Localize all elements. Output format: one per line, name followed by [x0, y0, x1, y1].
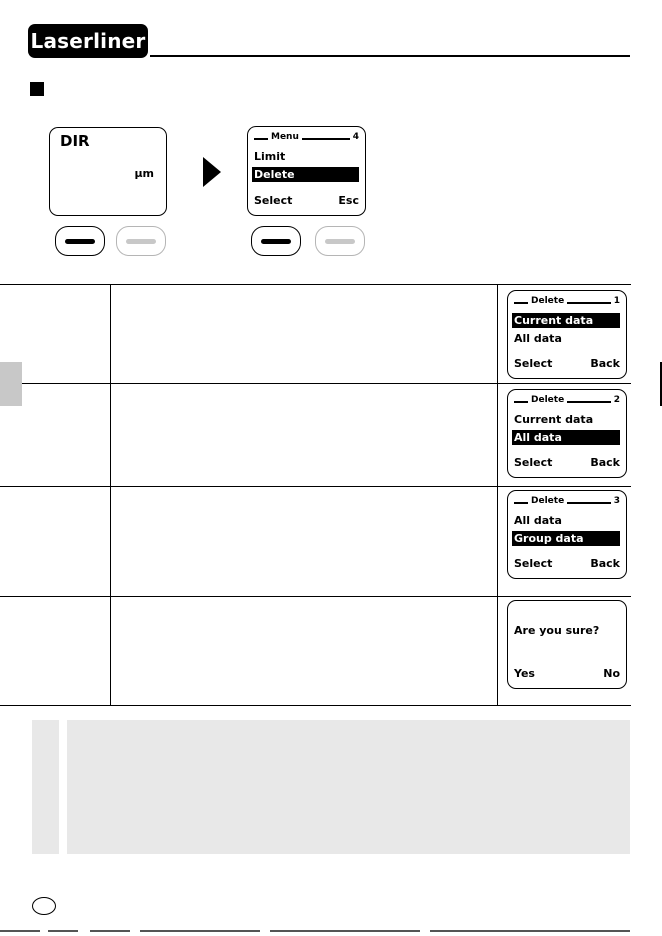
soft-key-label-no: No: [603, 667, 620, 680]
soft-key-label-left: Select: [514, 357, 553, 370]
menu-item-current-data[interactable]: Current data: [514, 413, 594, 426]
key-bar-icon: [261, 239, 291, 244]
device-display-confirm: [507, 600, 627, 689]
screen-header-index: 2: [611, 395, 620, 406]
soft-key-label-right: Back: [590, 557, 620, 570]
language-flag-icon: [32, 897, 56, 915]
section-marker: [30, 82, 44, 96]
menu-item-current-data[interactable]: Current data: [512, 313, 620, 328]
menu-item-all-data[interactable]: All data: [512, 430, 620, 445]
menu-item-delete[interactable]: Delete: [252, 167, 359, 182]
device-display-step-3: [507, 490, 627, 579]
menu-item-limit[interactable]: Limit: [254, 150, 286, 163]
note-box: [32, 720, 630, 854]
chapter-tab: [0, 362, 22, 406]
menu-item-all-data[interactable]: All data: [514, 332, 562, 345]
soft-key-label-right: Esc: [338, 194, 359, 207]
screen-header-title: Delete: [528, 496, 567, 507]
table-column-divider: [497, 284, 498, 706]
menu-header-index: 4: [350, 132, 359, 143]
footer-rule: [0, 930, 662, 936]
screen-header-index: 1: [611, 296, 620, 307]
key-bar-icon: [325, 239, 355, 244]
screen-header-index: 3: [611, 496, 620, 507]
soft-key-label-left: Select: [514, 557, 553, 570]
key-bar-icon: [126, 239, 156, 244]
table-bottom-rule: [0, 705, 631, 706]
brand-logo: Laserliner: [28, 24, 148, 58]
confirm-prompt: Are you sure?: [514, 624, 600, 637]
display-unit-label: µm: [134, 167, 154, 180]
left-soft-key[interactable]: [251, 226, 301, 256]
device-display-step-1: [507, 290, 627, 379]
device-display-measure: [49, 127, 167, 216]
soft-key-label-left: Select: [254, 194, 293, 207]
note-divider: [59, 720, 67, 854]
key-bar-icon: [65, 239, 95, 244]
header-rule: [150, 55, 630, 57]
device-display-step-2: [507, 389, 627, 478]
right-soft-key[interactable]: [116, 226, 166, 256]
table-column-divider: [110, 284, 111, 706]
menu-header: [254, 133, 359, 143]
soft-key-label-yes: Yes: [514, 667, 535, 680]
right-soft-key[interactable]: [315, 226, 365, 256]
device-display-menu: [247, 126, 366, 216]
screen-header-title: Delete: [528, 395, 567, 406]
soft-key-label-right: Back: [590, 456, 620, 469]
menu-header-title: Menu: [268, 132, 302, 143]
menu-item-group-data[interactable]: Group data: [512, 531, 620, 546]
menu-item-all-data[interactable]: All data: [514, 514, 562, 527]
screen-header-title: Delete: [528, 296, 567, 307]
left-soft-key[interactable]: [55, 226, 105, 256]
display-mode-label: DIR: [60, 132, 90, 150]
soft-key-label-right: Back: [590, 357, 620, 370]
soft-key-label-left: Select: [514, 456, 553, 469]
arrow-right-icon: [203, 157, 221, 187]
